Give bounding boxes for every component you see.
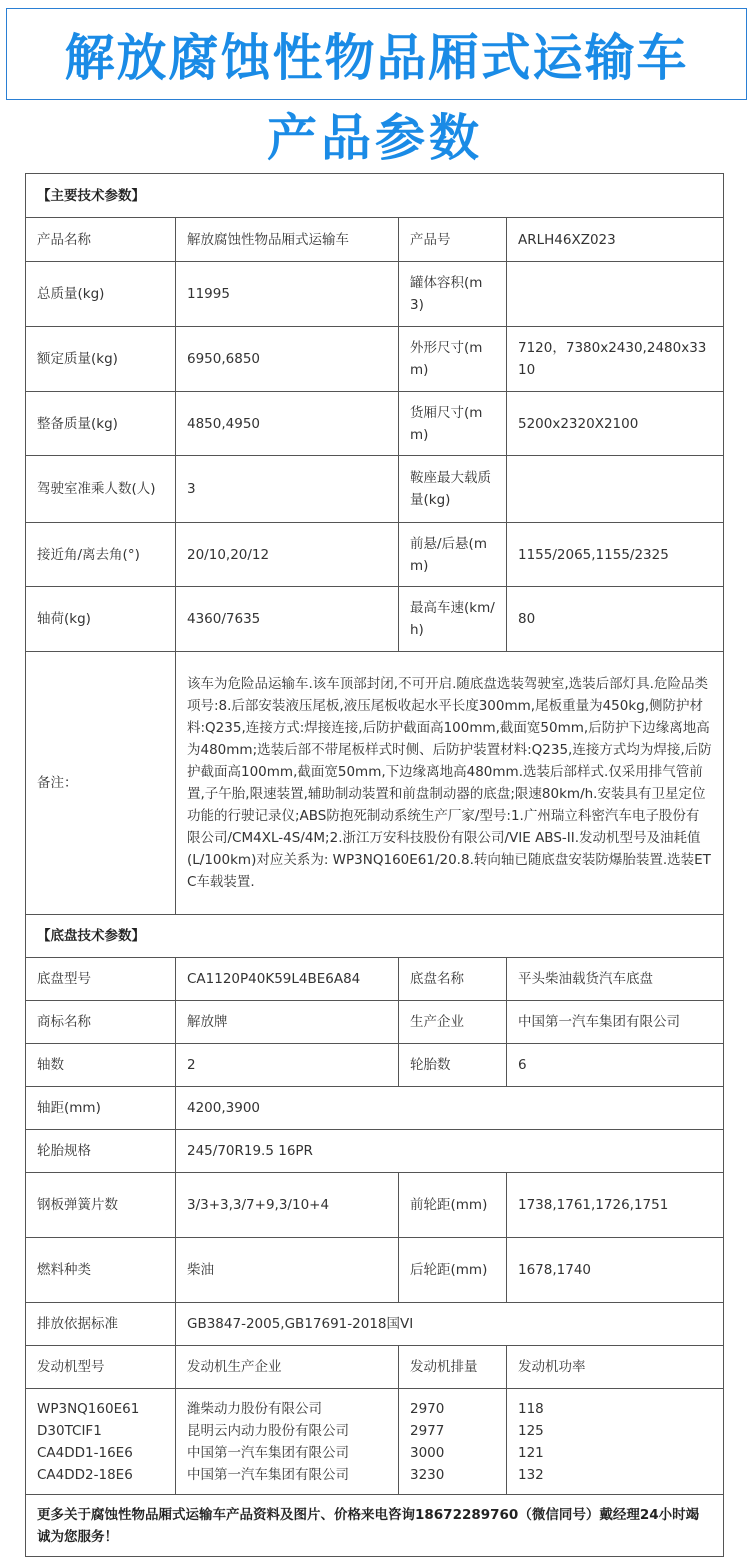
footer-row: [26, 1495, 724, 1557]
spec-label: 轴数: [26, 1044, 176, 1087]
spec-value: [507, 262, 724, 327]
spec-label: 生产企业: [399, 1001, 507, 1044]
spec-label: 外形尺寸(mm): [399, 327, 507, 392]
engine-header: 发动机型号: [26, 1346, 176, 1389]
engine-maker: 潍柴动力股份有限公司: [187, 1400, 322, 1417]
spec-value: [507, 456, 724, 523]
engine-header-row: [26, 1346, 724, 1389]
spec-row: [26, 327, 724, 392]
spec-row: [26, 958, 724, 1001]
spec-row: [26, 587, 724, 652]
spec-label: 额定质量(kg): [26, 327, 176, 392]
spec-value: 80: [507, 587, 724, 652]
title-banner: [6, 8, 747, 100]
engine-displacement: 2977: [410, 1422, 445, 1439]
spec-value: 4360/7635: [176, 587, 399, 652]
notes-row: [26, 652, 724, 915]
spec-value: 1678,1740: [507, 1238, 724, 1303]
spec-row: [26, 392, 724, 456]
engine-makers: [176, 1389, 399, 1495]
spec-value: 中国第一汽车集团有限公司: [507, 1001, 724, 1044]
section-header-chassis: [26, 915, 724, 958]
spec-value: 7120，7380x2430,2480x3310: [507, 327, 724, 392]
engine-displacement: 3000: [410, 1444, 445, 1461]
spec-value: 20/10,20/12: [176, 523, 399, 587]
engine-header: 发动机生产企业: [176, 1346, 399, 1389]
spec-table: [25, 173, 724, 1557]
engine-header: 发动机排量: [399, 1346, 507, 1389]
notes-text: 该车为危险品运输车.该车顶部封闭,不可开启.随底盘选装驾驶室,选装后部灯具.危险品类项号:8.后部安装液压尾板,液压尾板收起水平长度300mm,尾板重量为450kg,侧防护材料:Q235,连接方式:焊接连接,后防护截面高100mm,截面宽50mm,后防护下边缘离地高为480mm;选装后部不带尾板样式时侧、后防护装置材料:Q235,连接方式均为焊接,后防护截面高100mm,截面宽50mm,下边缘离地高480mm.选装后部样式.仅采用排气管前置,子午胎,限速装置,辅助制动装置和前盘制动器的底盘;限速80km/h.安装具有卫星定位功能的行驶记录仪;ABS防抱死制动系统生产厂家/型号:1.广州瑞立科密汽车电子股份有限公司/CM4XL-4S/4M;2.浙江万安科技股份有限公司/VIE ABS-II.发动机型号及油耗值(L/100km)对应关系为: WP3NQ160E61/20.8.转向轴已随底盘安装防爆胎装置.选装ETC车载装置.: [176, 652, 724, 915]
spec-row: [26, 1238, 724, 1303]
engine-power: 118: [518, 1400, 544, 1417]
spec-label: 接近角/离去角(°): [26, 523, 176, 587]
spec-label: 后轮距(mm): [399, 1238, 507, 1303]
section-title: 【主要技术参数】: [26, 174, 724, 218]
spec-value: ARLH46XZ023: [507, 218, 724, 262]
spec-label: 底盘型号: [26, 958, 176, 1001]
engine-maker: 昆明云内动力股份有限公司: [187, 1422, 349, 1439]
spec-label: 鞍座最大载质量(kg): [399, 456, 507, 523]
spec-label: 前悬/后悬(mm): [399, 523, 507, 587]
page-title: 解放腐蚀性物品厢式运输车: [64, 29, 689, 87]
engine-header: 发动机功率: [507, 1346, 724, 1389]
engine-models: [26, 1389, 176, 1495]
engine-power: 132: [518, 1466, 544, 1483]
spec-value: 5200x2320X2100: [507, 392, 724, 456]
spec-label: 排放依据标准: [26, 1303, 176, 1346]
spec-label: 整备质量(kg): [26, 392, 176, 456]
spec-row: [26, 523, 724, 587]
section-header-main: [26, 174, 724, 218]
spec-label: 最高车速(km/h): [399, 587, 507, 652]
engine-displacement: 2970: [410, 1400, 445, 1417]
engine-maker: 中国第一汽车集团有限公司: [187, 1466, 349, 1483]
spec-row: [26, 262, 724, 327]
engine-model: CA4DD1-16E6: [37, 1444, 133, 1461]
engine-maker: 中国第一汽车集团有限公司: [187, 1444, 349, 1461]
spec-row: [26, 218, 724, 262]
spec-label: 轮胎数: [399, 1044, 507, 1087]
contact-footer: 更多关于腐蚀性物品厢式运输车产品资料及图片、价格来电咨询18672289760（微信同号）戴经理24小时竭诚为您服务！: [26, 1495, 724, 1557]
spec-value: 1155/2065,1155/2325: [507, 523, 724, 587]
spec-label: 罐体容积(m3): [399, 262, 507, 327]
engine-displacements: [399, 1389, 507, 1495]
spec-label: 产品号: [399, 218, 507, 262]
spec-row: [26, 1130, 724, 1173]
spec-row: [26, 1044, 724, 1087]
spec-label: 总质量(kg): [26, 262, 176, 327]
engine-model: D30TCIF1: [37, 1422, 102, 1439]
spec-value: GB3847-2005,GB17691-2018国VI: [176, 1303, 724, 1346]
spec-value: 3/3+3,3/7+9,3/10+4: [176, 1173, 399, 1238]
spec-label: 轴距(mm): [26, 1087, 176, 1130]
spec-row: [26, 1303, 724, 1346]
engine-power: 125: [518, 1422, 544, 1439]
spec-value: 11995: [176, 262, 399, 327]
spec-value: 3: [176, 456, 399, 523]
spec-row: [26, 1173, 724, 1238]
spec-value: 245/70R19.5 16PR: [176, 1130, 724, 1173]
notes-label: 备注：: [26, 652, 176, 915]
spec-value: 柴油: [176, 1238, 399, 1303]
spec-row: [26, 1001, 724, 1044]
engine-list-row: [26, 1389, 724, 1495]
spec-label: 轴荷(kg): [26, 587, 176, 652]
spec-value: 4200,3900: [176, 1087, 724, 1130]
engine-model: CA4DD2-18E6: [37, 1466, 133, 1483]
spec-value: 4850,4950: [176, 392, 399, 456]
spec-value: 1738,1761,1726,1751: [507, 1173, 724, 1238]
spec-value: 解放腐蚀性物品厢式运输车: [176, 218, 399, 262]
spec-label: 商标名称: [26, 1001, 176, 1044]
spec-value: 平头柴油载货汽车底盘: [507, 958, 724, 1001]
engine-power: 121: [518, 1444, 544, 1461]
spec-row: [26, 1087, 724, 1130]
spec-value: 2: [176, 1044, 399, 1087]
spec-row: [26, 456, 724, 523]
spec-value: 6: [507, 1044, 724, 1087]
page-subtitle: 产品参数: [267, 109, 483, 167]
spec-value: 解放牌: [176, 1001, 399, 1044]
engine-displacement: 3230: [410, 1466, 445, 1483]
engine-model: WP3NQ160E61: [37, 1400, 140, 1417]
section-title: 【底盘技术参数】: [26, 915, 724, 958]
spec-label: 轮胎规格: [26, 1130, 176, 1173]
engine-powers: [507, 1389, 724, 1495]
spec-label: 驾驶室准乘人数(人): [26, 456, 176, 523]
spec-label: 燃料种类: [26, 1238, 176, 1303]
spec-label: 货厢尺寸(mm): [399, 392, 507, 456]
spec-label: 钢板弹簧片数: [26, 1173, 176, 1238]
spec-label: 前轮距(mm): [399, 1173, 507, 1238]
spec-label: 底盘名称: [399, 958, 507, 1001]
spec-value: 6950,6850: [176, 327, 399, 392]
spec-label: 产品名称: [26, 218, 176, 262]
spec-value: CA1120P40K59L4BE6A84: [176, 958, 399, 1001]
